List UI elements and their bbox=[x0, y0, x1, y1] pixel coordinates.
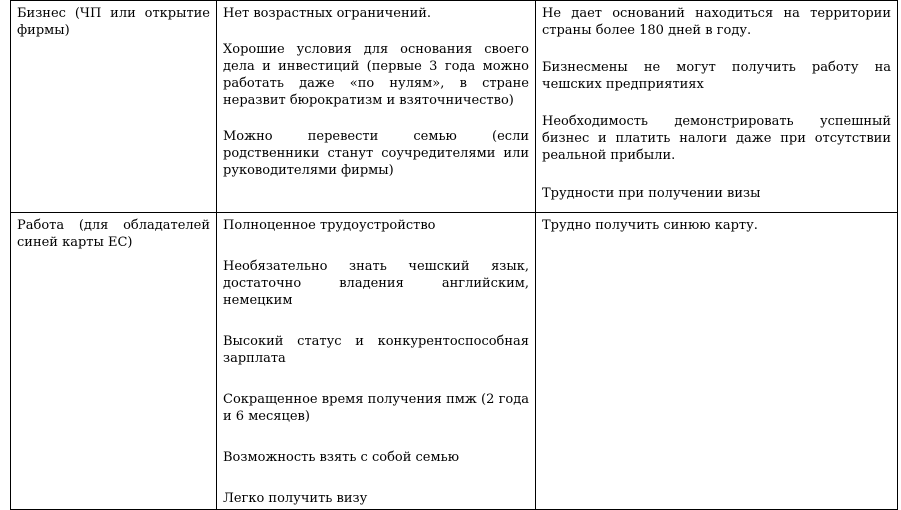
cons-cell-work bbox=[536, 213, 898, 510]
category-label: Бизнес (ЧП или открытие фирмы) bbox=[17, 6, 210, 38]
cons-cell-business bbox=[536, 1, 898, 213]
pros-item: Необязательно знать чешский язык, достаточно владения английским, немецким bbox=[223, 259, 529, 308]
table-row bbox=[11, 1, 898, 213]
pros-cell-work bbox=[217, 213, 536, 510]
pros-item: Возможность взять с собой семью bbox=[223, 450, 460, 465]
pros-item: Легко получить визу bbox=[223, 491, 368, 506]
pros-cell-business bbox=[217, 1, 536, 213]
cons-item: Трудности при получении визы bbox=[542, 186, 761, 201]
category-cell-business bbox=[11, 1, 217, 213]
category-cell-work bbox=[11, 213, 217, 510]
comparison-table bbox=[10, 0, 898, 510]
pros-item: Полноценное трудоустройство bbox=[223, 218, 436, 233]
cons-item: Необходимость демонстрировать успешный бизнес и платить налоги даже при отсутствии реальной прибыли. bbox=[542, 114, 891, 163]
pros-item: Сокращенное время получения пмж (2 года и 6 месяцев) bbox=[223, 392, 529, 424]
category-label: Работа (для обладателей синей карты ЕС) bbox=[17, 218, 210, 250]
pros-item: Нет возрастных ограничений. bbox=[223, 6, 432, 21]
table-row bbox=[11, 213, 898, 510]
cons-item: Трудно получить синюю карту. bbox=[542, 218, 758, 233]
cons-item: Не дает оснований находиться на территории страны более 180 дней в году. bbox=[542, 6, 891, 38]
pros-item: Можно перевести семью (если родственники станут соучредителями или руководителями фирмы) bbox=[223, 129, 529, 178]
pros-item: Высокий статус и конкурентоспособная зарплата bbox=[223, 334, 529, 366]
cons-item: Бизнесмены не могут получить работу на чешских предприятиях bbox=[542, 60, 891, 92]
pros-item: Хорошие условия для основания своего дела и инвестиций (первые 3 года можно работать даже «по нулям», в стране неразвит бюрократизм и взяточничество) bbox=[223, 42, 529, 108]
